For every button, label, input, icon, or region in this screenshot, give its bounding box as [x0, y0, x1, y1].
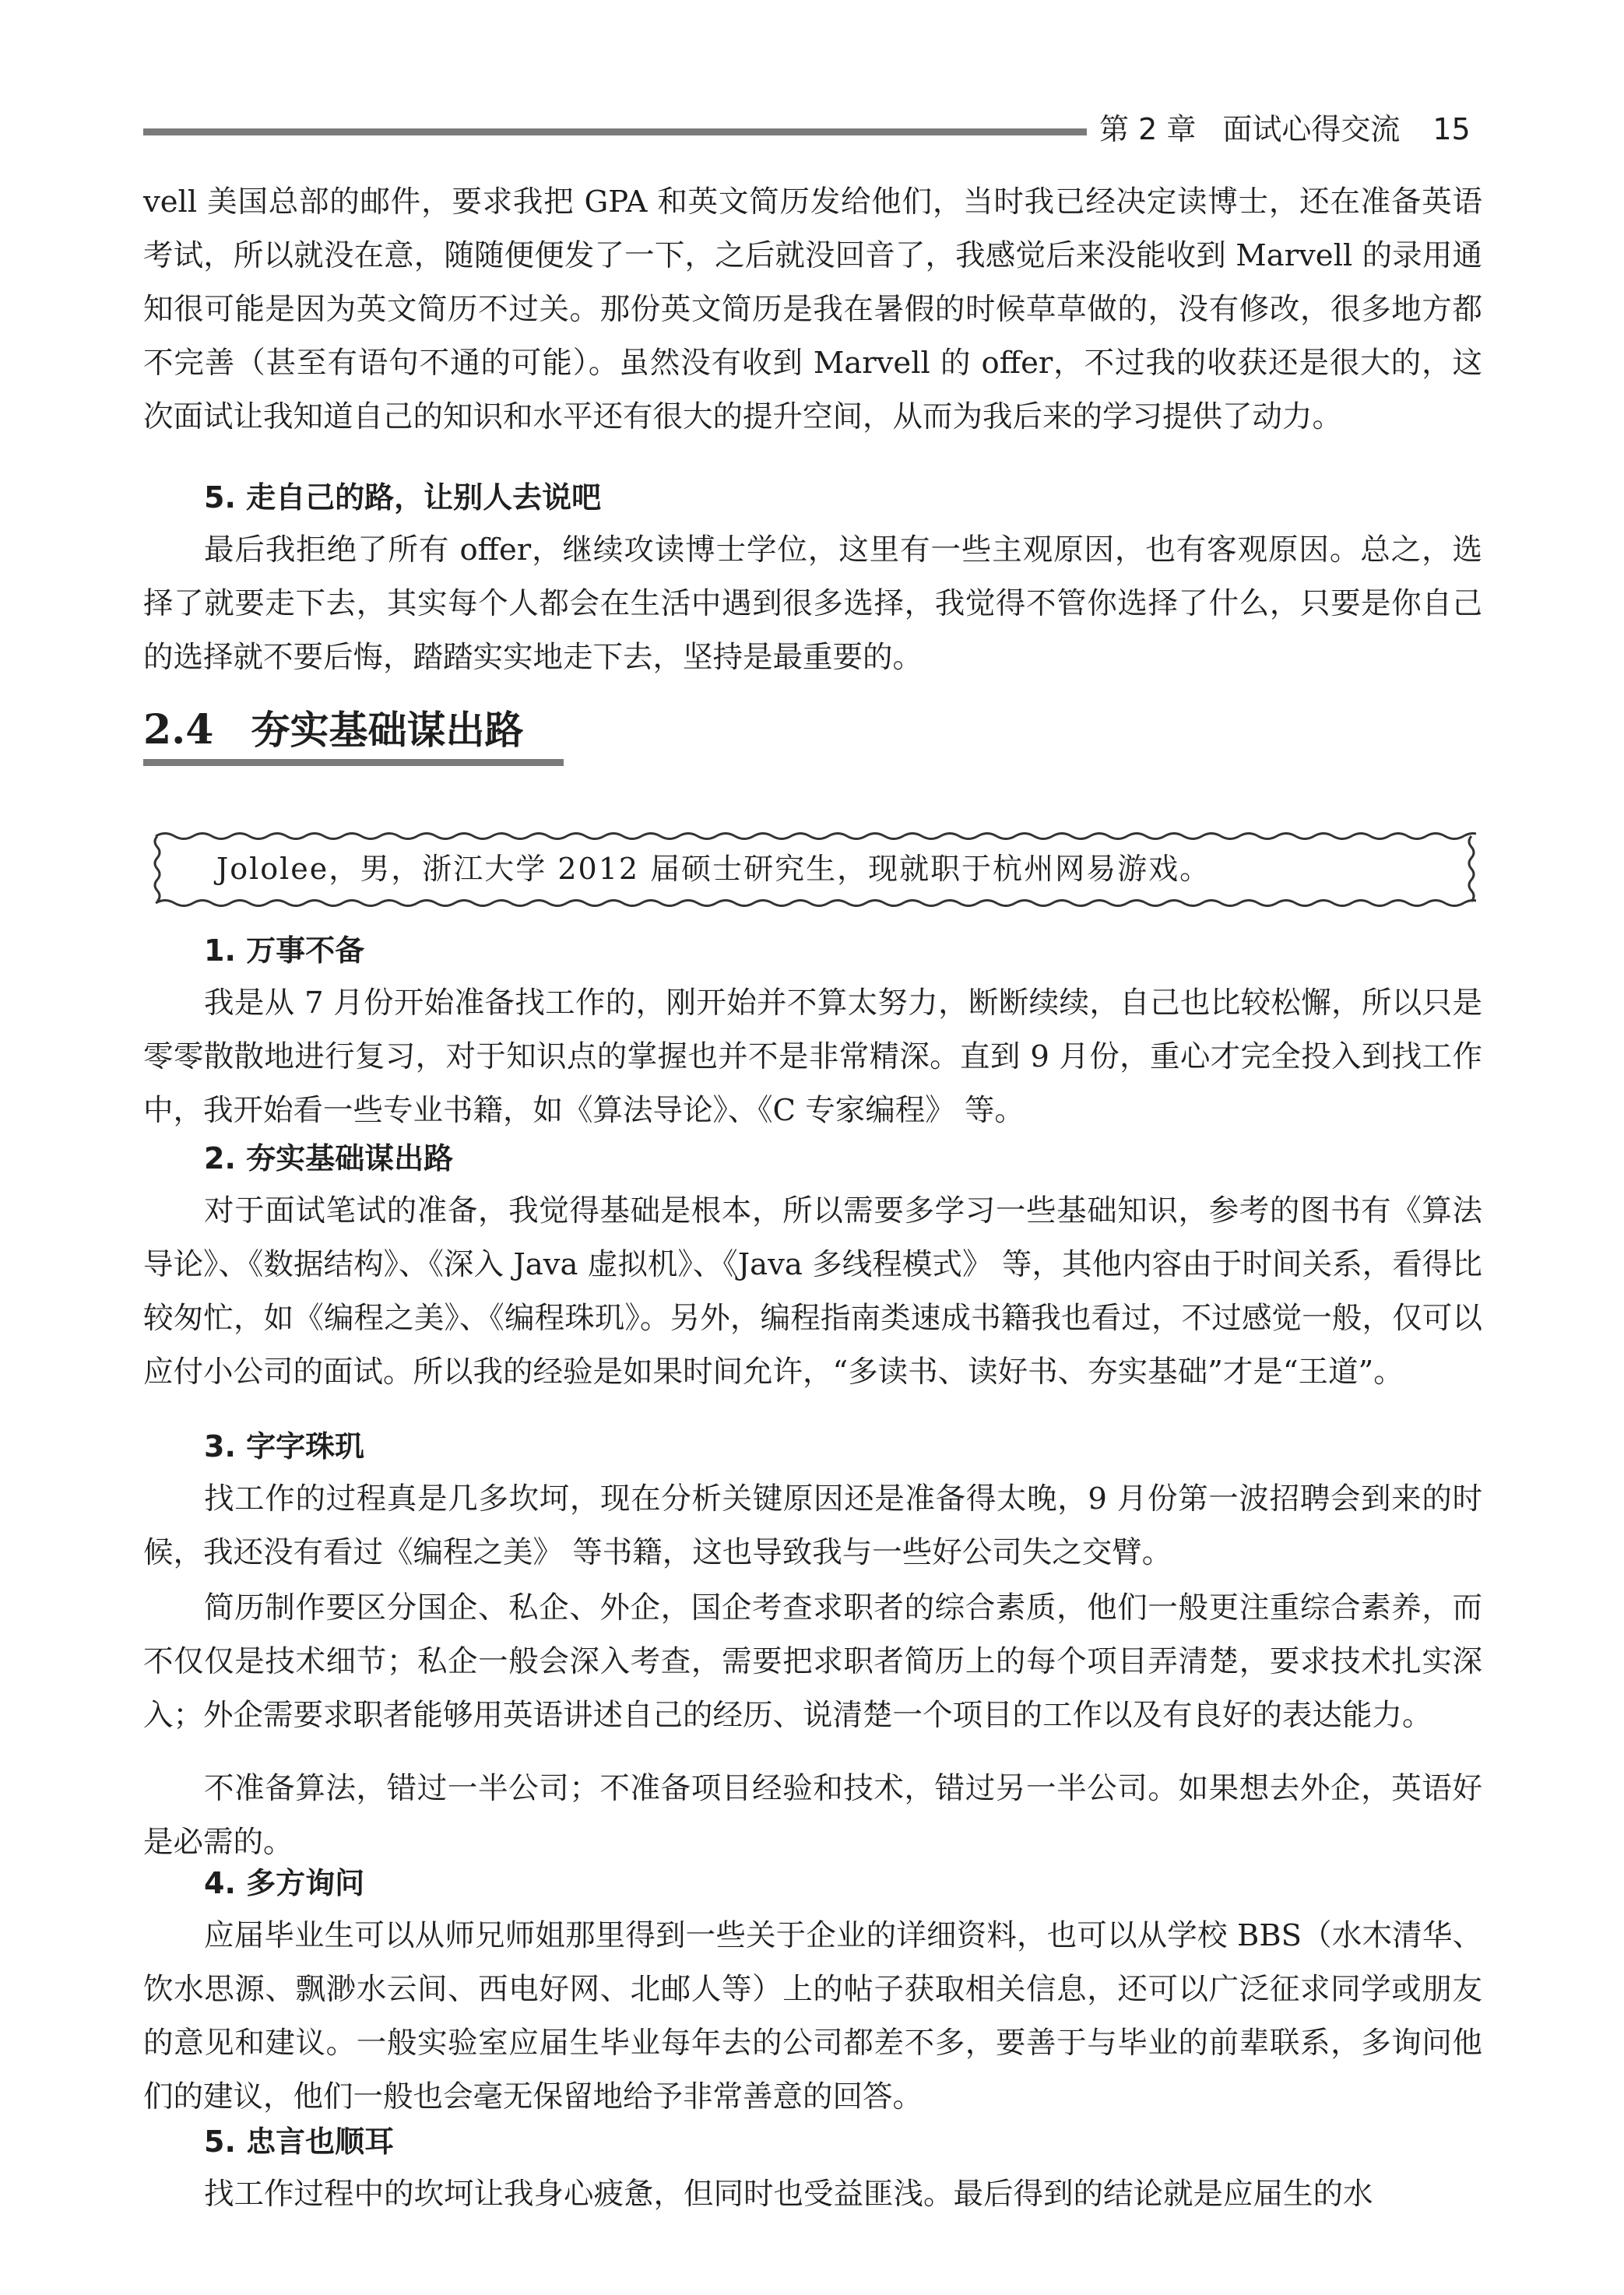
subheading-solid-foundation: 2. 夯实基础谋出路	[204, 1141, 454, 1176]
subheading-pearls-of-wisdom: 3. 字字珠玑	[204, 1429, 365, 1464]
chapter-label: 第 2 章	[1099, 112, 1197, 146]
header-rule	[143, 128, 1087, 135]
section-rule	[143, 759, 564, 766]
chapter-title: 面试心得交流	[1222, 112, 1401, 146]
paragraph-marvell-resume: vell 美国总部的邮件，要求我把 GPA 和英文简历发给他们，当时我已经决定读博士，还在准备英语考试，所以就没在意，随随便便发了一下，之后就没回音了，我感觉后来没能收到 Marvell 的录用通知很可能是因为英文简历不过关。那份英文简历是我在暑假的时候草草做的，没有修改，很多地方都不完善（甚至有语句不通的可能）。虽然没有收到 Marvell 的 offer，不过我的收获还是很大的，这次面试让我知道自己的知识和水平还有很大的提升空间，从而为我后来的学习提供了动力。	[143, 185, 1482, 434]
paragraph-july-start: 我是从 7 月份开始准备找工作的，刚开始并不算太努力，断断续续，自己也比较松懈，所以只是零零散散地进行复习，对于知识点的掌握也并不是非常精深。直到 9 月份，重心才完全投入到找工作中，我开始看一些专业书籍，如《算法导论》、《C 专家编程》 等。	[143, 986, 1482, 1128]
page-number: 15	[1432, 112, 1471, 146]
running-header	[1099, 109, 1471, 149]
section-number: 2.4	[143, 706, 214, 754]
subheading-ask-around: 4. 多方询问	[204, 1866, 365, 1900]
paragraph-reading-list: 对于面试笔试的准备，我觉得基础是根本，所以需要多学习一些基础知识，参考的图书有《算法导论》、《数据结构》、《深入 Java 虚拟机》、《Java 多线程模式》 等，其他内容由于时间关系，看得比较匆忙，如《编程之美》、《编程珠玑》。另外，编程指南类速成书籍我也看过，不过感觉一般，仅可以应付小公司的面试。所以我的经验是如果时间允许，“多读书、读好书、夯实基础”才是“王道”。	[143, 1193, 1482, 1390]
paragraph-hardships: 找工作过程中的坎坷让我身心疲惫，但同时也受益匪浅。最后得到的结论就是应届生的水	[204, 2177, 1373, 2212]
paragraph-too-late: 找工作的过程真是几多坎坷，现在分析关键原因还是准备得太晚，9 月份第一波招聘会到来的时候，我还没有看过《编程之美》 等书籍，这也导致我与一些好公司失之交臂。	[143, 1481, 1482, 1570]
paragraph-rejected-offers: 最后我拒绝了所有 offer，继续攻读博士学位，这里有一些主观原因，也有客观原因。总之，选择了就要走下去，其实每个人都会在生活中遇到很多选择，我觉得不管你选择了什么，只要是你自己的选择就不要后悔，踏踏实实地走下去，坚持是最重要的。	[143, 532, 1482, 675]
paragraph-seniors-advice: 应届毕业生可以从师兄师姐那里得到一些关于企业的详细资料，也可以从学校 BBS（水木清华、饮水思源、飘渺水云间、西电好网、北邮人等）上的帖子获取相关信息，还可以广泛征求同学或朋友的意见和建议。一般实验室应届生毕业每年去的公司都差不多，要善于与毕业的前辈联系，多询问他们的建议，他们一般也会毫无保留地给予非常善意的回答。	[143, 1918, 1482, 2114]
author-profile: Jololee，男，浙江大学 2012 届硕士研究生，现就职于杭州网易游戏。	[216, 852, 1211, 886]
paragraph-resume-types: 简历制作要区分国企、私企、外企，国企考查求职者的综合素质，他们一般更注重综合素养，而不仅仅是技术细节；私企一般会深入考查，需要把求职者简历上的每个项目弄清楚，要求技术扎实深入；外企需要求职者能够用英语讲述自己的经历、说清楚一个项目的工作以及有良好的表达能力。	[143, 1590, 1482, 1733]
paragraph-algorithms-english: 不准备算法，错过一半公司；不准备项目经验和技术，错过另一半公司。如果想去外企，英语好是必需的。	[143, 1771, 1482, 1860]
section-heading	[143, 699, 523, 761]
subheading-own-path: 5. 走自己的路，让别人去说吧	[204, 480, 602, 515]
section-title: 夯实基础谋出路	[251, 708, 524, 753]
subheading-unprepared: 1. 万事不备	[204, 933, 365, 968]
subheading-honest-advice: 5. 忠言也顺耳	[204, 2125, 395, 2159]
